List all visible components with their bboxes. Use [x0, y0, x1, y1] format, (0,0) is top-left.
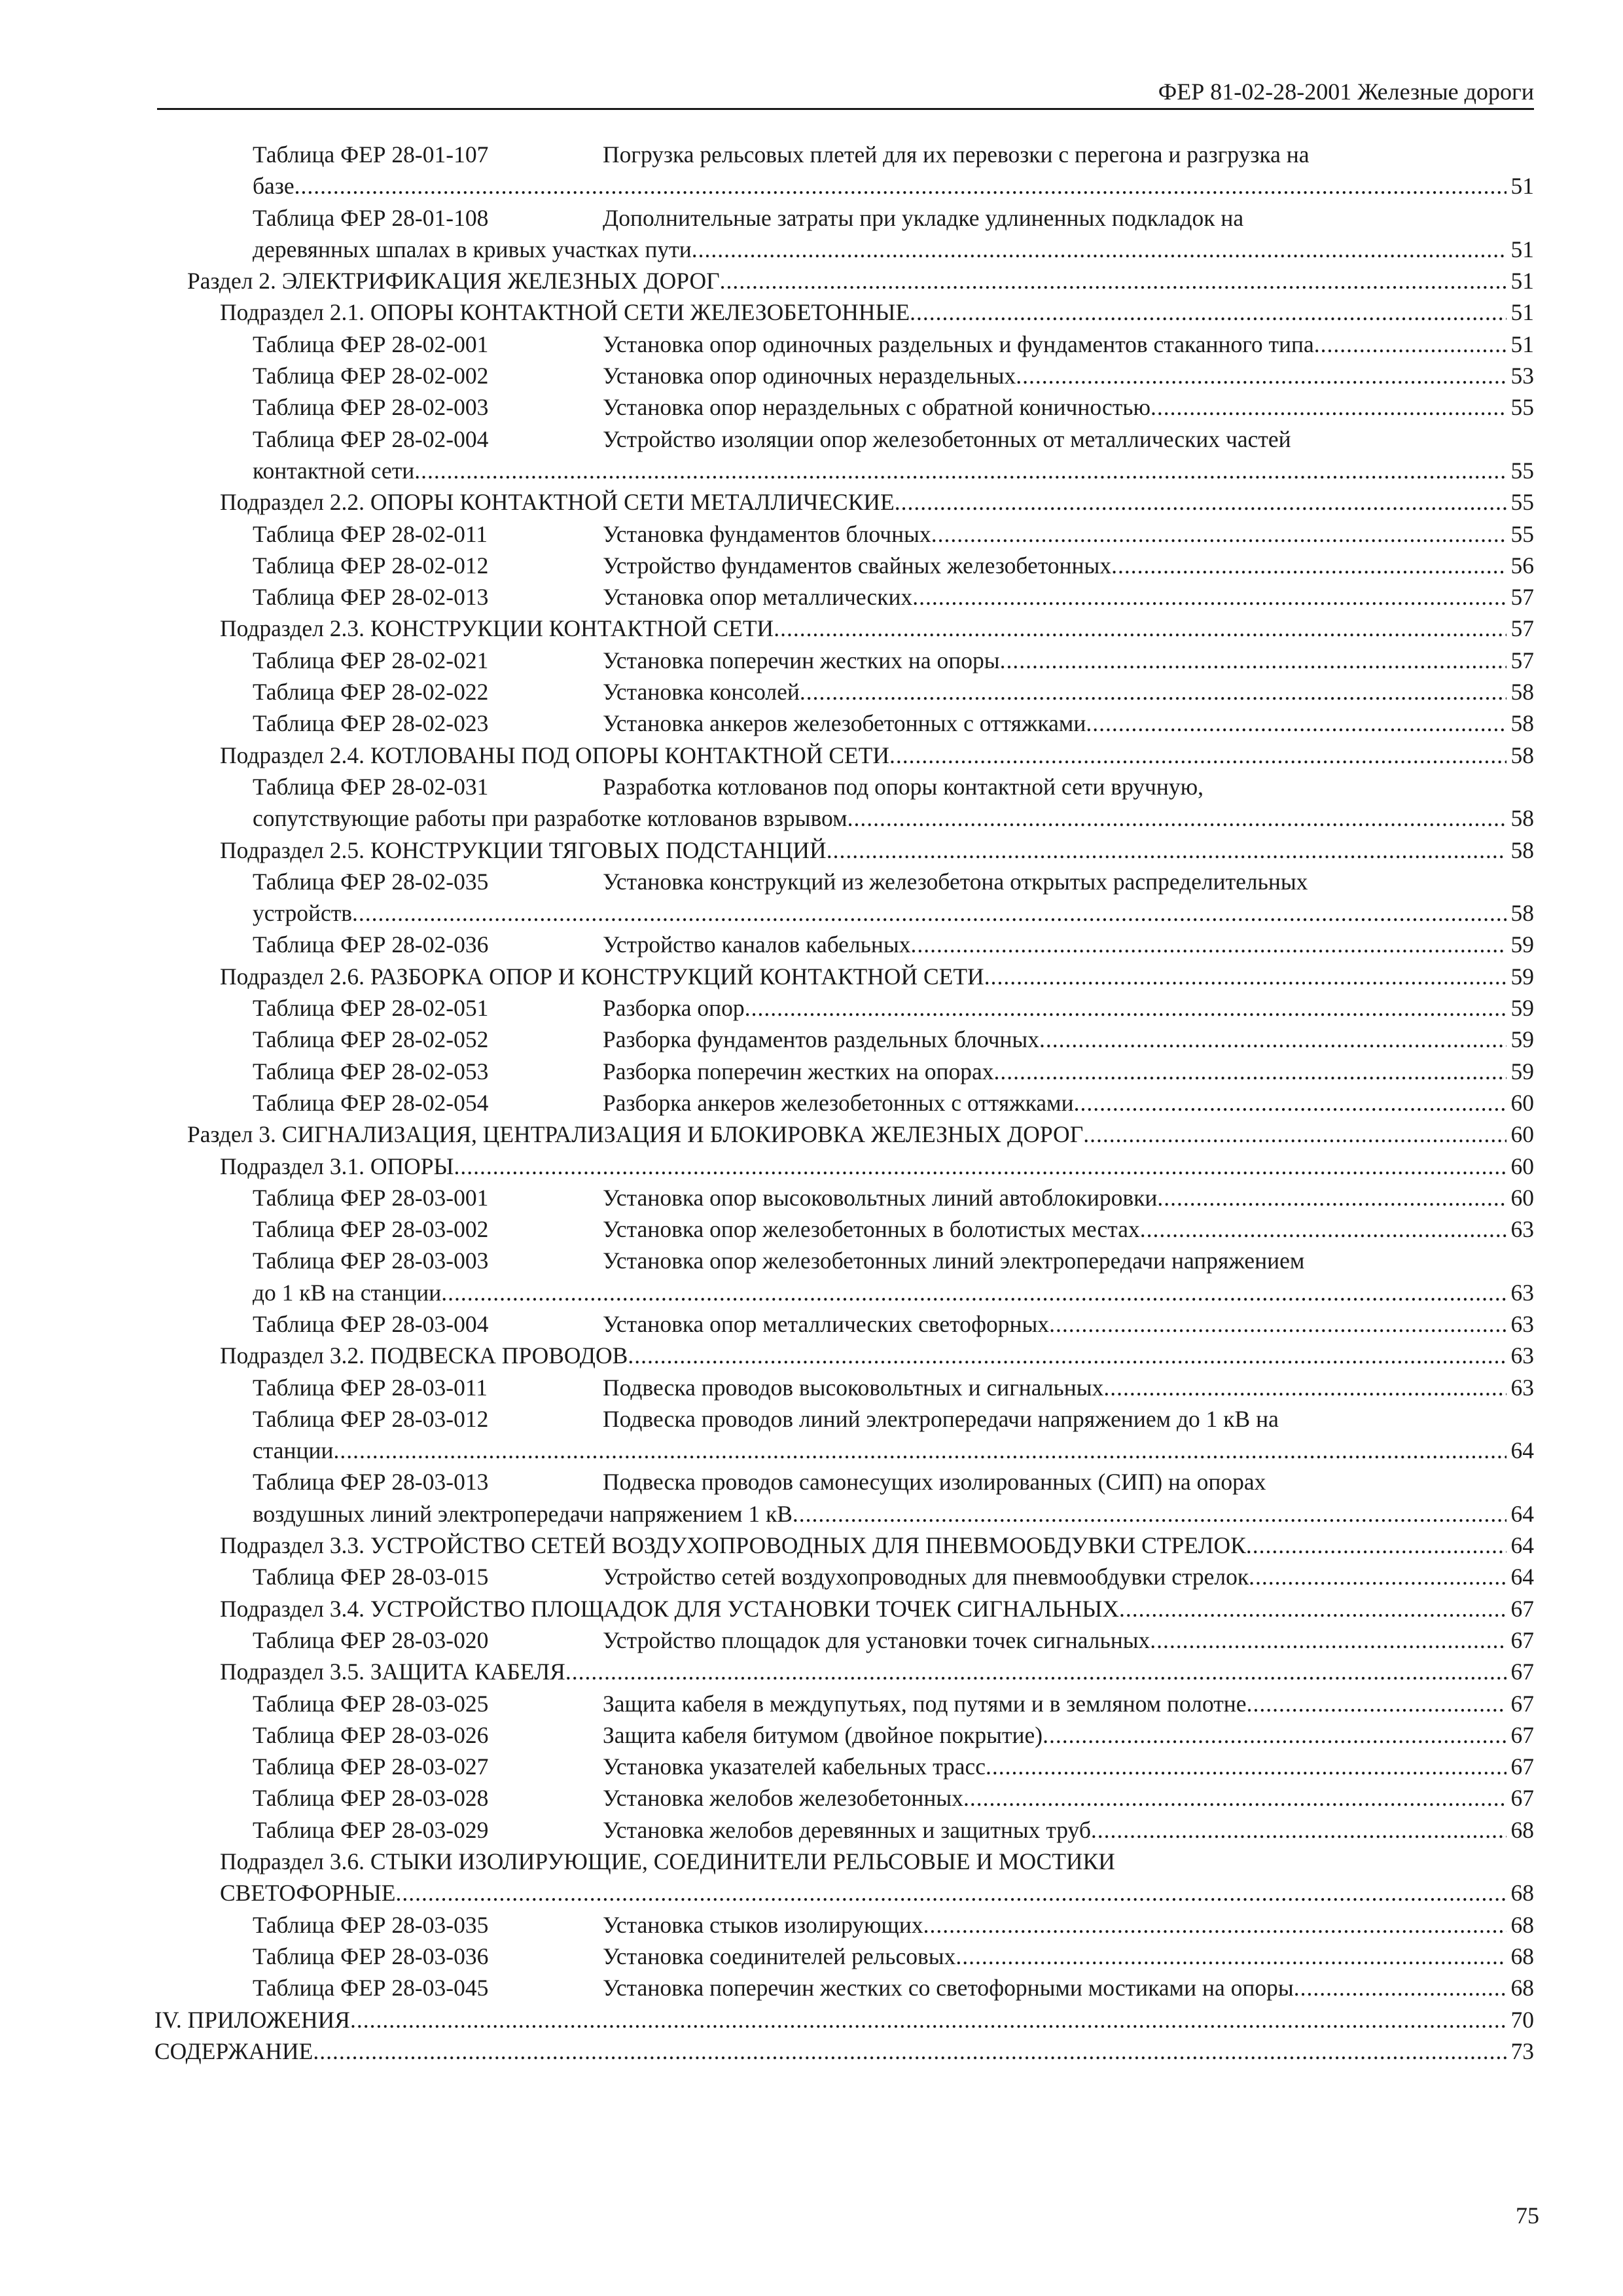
toc-entry-title: Подвеска проводов самонесущих изолированных (СИП) на опорах [603, 1469, 1266, 1496]
toc-entry-title: Установка желобов деревянных и защитных труб [603, 1816, 1091, 1843]
toc-page-number: 58 [1510, 900, 1534, 927]
toc-table-entry[interactable] [154, 1182, 1534, 1213]
toc-dot-leader [352, 897, 1507, 929]
toc-entry-title: Разработка котлованов под опоры контактной сети вручную, [603, 773, 1204, 800]
toc-table-code: Таблица ФЕР 28-03-015 [253, 1564, 489, 1590]
toc-subsection-entry[interactable] [154, 1151, 1534, 1182]
toc-entry-title: Установка стыков изолирующих [603, 1911, 923, 1938]
toc-dot-leader [294, 170, 1507, 202]
toc-table-code: Таблица ФЕР 28-03-036 [253, 1943, 489, 1969]
toc-entry-title: Дополнительные затраты при укладке удлиненных подкладок на [603, 204, 1244, 231]
toc-entry-title: Подвеска проводов высоковольтных и сигнальных [603, 1374, 1104, 1401]
toc-table-entry[interactable] [154, 1372, 1534, 1403]
toc-subsection-entry[interactable] [154, 1498, 1534, 1530]
toc-dot-leader [994, 1056, 1507, 1087]
toc-table-code: Таблица ФЕР 28-02-013 [253, 584, 489, 611]
toc-table-code: Таблица ФЕР 28-03-035 [253, 1911, 489, 1938]
toc-page-number: 53 [1510, 363, 1534, 389]
toc-table-code: Таблица ФЕР 28-02-003 [253, 394, 489, 421]
toc-page-number: 63 [1510, 1279, 1534, 1306]
toc-dot-leader [889, 740, 1507, 771]
toc-table-entry[interactable] [154, 518, 1534, 550]
toc-entry-title: Подраздел 2.3. КОНСТРУКЦИИ КОНТАКТНОЙ СЕТИ [220, 615, 774, 642]
toc-page-number: 63 [1510, 1216, 1534, 1243]
toc-table-code: Таблица ФЕР 28-03-004 [253, 1310, 489, 1337]
toc-entry-title: Установка опор нераздельных с обратной коничностью [603, 394, 1150, 421]
toc-table-code: Таблица ФЕР 28-03-028 [253, 1785, 489, 1812]
toc-subsection-entry[interactable] [154, 1877, 1534, 1909]
toc-dot-leader [441, 1277, 1507, 1308]
toc-dot-leader [1119, 1593, 1507, 1624]
toc-page-number: 63 [1510, 1310, 1534, 1337]
toc-table-code: Таблица ФЕР 28-02-054 [253, 1089, 489, 1116]
toc-table-entry[interactable] [154, 1751, 1534, 1782]
toc-page-number: 64 [1510, 1564, 1534, 1590]
toc-page-number: 51 [1510, 299, 1534, 326]
toc-subsection-entry[interactable] [154, 802, 1534, 834]
table-of-contents [154, 139, 1534, 2067]
toc-table-entry[interactable] [154, 1403, 1534, 1435]
toc-page-number: 59 [1510, 963, 1534, 990]
toc-entry-title: Защита кабеля в междупутьях, под путями и в земляном полотне [603, 1690, 1247, 1717]
toc-table-code: Таблица ФЕР 28-02-051 [253, 995, 489, 1022]
toc-table-entry[interactable] [154, 929, 1534, 960]
toc-page-number: 67 [1510, 1690, 1534, 1717]
toc-entry-title: Установка опор одиночных нераздельных [603, 363, 1016, 389]
toc-dot-leader [395, 1877, 1507, 1909]
toc-dot-leader [720, 265, 1507, 296]
toc-table-code: Таблица ФЕР 28-02-001 [253, 331, 489, 357]
toc-dot-leader [1150, 391, 1507, 423]
toc-entry-title: Подраздел 2.1. ОПОРЫ КОНТАКТНОЙ СЕТИ ЖЕЛЕЗОБЕТОННЫЕ [220, 299, 910, 326]
toc-table-code: Таблица ФЕР 28-02-004 [253, 425, 489, 452]
header-rule [157, 108, 1534, 110]
toc-entry-title: Подраздел 2.6. РАЗБОРКА ОПОР И КОНСТРУКЦИЙ КОНТАКТНОЙ СЕТИ [220, 963, 984, 990]
toc-dot-leader [1086, 708, 1507, 739]
toc-table-entry[interactable] [154, 1941, 1534, 1972]
toc-part-entry[interactable] [154, 2004, 1534, 2036]
toc-dot-leader [1083, 1119, 1507, 1150]
toc-entry-title: Установка опор высоковольтных линий автоблокировки [603, 1184, 1158, 1211]
toc-dot-leader [910, 929, 1507, 960]
toc-entry-title: станции [253, 1437, 334, 1464]
toc-entry-title: сопутствующие работы при разработке котлованов взрывом [253, 805, 847, 832]
toc-table-code: Таблица ФЕР 28-03-013 [253, 1469, 489, 1496]
toc-page-number: 51 [1510, 268, 1534, 295]
toc-entry-title: Защита кабеля битумом (двойное покрытие) [603, 1721, 1043, 1748]
toc-dot-leader [955, 1941, 1507, 1972]
toc-subsection-entry[interactable] [154, 1340, 1534, 1371]
toc-table-entry[interactable] [154, 1308, 1534, 1340]
toc-subsection-entry[interactable] [154, 455, 1534, 486]
toc-table-code: Таблица ФЕР 28-03-002 [253, 1216, 489, 1243]
toc-table-entry[interactable] [154, 202, 1534, 234]
toc-table-code: Таблица ФЕР 28-03-045 [253, 1975, 489, 2001]
toc-dot-leader [350, 2004, 1507, 2036]
toc-table-entry[interactable] [154, 1466, 1534, 1498]
toc-entry-title: Установка опор металлических светофорных [603, 1310, 1050, 1337]
toc-entry-title: деревянных шпалах в кривых участках пути [253, 236, 692, 262]
toc-entry-title: Подраздел 3.4. УСТРОЙСТВО ПЛОЩАДОК ДЛЯ УСТАНОВКИ ТОЧЕК СИГНАЛЬНЫХ [220, 1595, 1119, 1622]
toc-dot-leader [414, 455, 1507, 486]
toc-table-entry[interactable] [154, 1909, 1534, 1941]
toc-dot-leader [1091, 1814, 1507, 1846]
toc-table-entry[interactable] [154, 1024, 1534, 1055]
toc-table-entry[interactable] [154, 992, 1534, 1024]
toc-dot-leader [910, 296, 1507, 328]
toc-table-code: Таблица ФЕР 28-02-035 [253, 868, 489, 895]
toc-entry-title: Разборка анкеров железобетонных с оттяжками [603, 1089, 1074, 1116]
toc-dot-leader [1246, 1530, 1507, 1561]
toc-dot-leader [1074, 1087, 1507, 1119]
toc-entry-title: Подраздел 2.2. ОПОРЫ КОНТАКТНОЙ СЕТИ МЕТАЛЛИЧЕСКИЕ [220, 489, 895, 516]
toc-table-code: Таблица ФЕР 28-02-053 [253, 1058, 489, 1085]
toc-subsection-entry[interactable] [154, 296, 1534, 328]
toc-table-entry[interactable] [154, 676, 1534, 708]
toc-dot-leader [333, 1435, 1507, 1466]
toc-dot-leader [1049, 1308, 1507, 1340]
toc-entry-title: Раздел 2. ЭЛЕКТРИФИКАЦИЯ ЖЕЛЕЗНЫХ ДОРОГ [187, 268, 720, 295]
toc-entry-title: Установка поперечин жестких со светофорными мостиками на опоры [603, 1975, 1294, 2001]
toc-dot-leader [793, 1498, 1507, 1530]
toc-dot-leader [1043, 1719, 1507, 1751]
toc-entry-title: Установка указателей кабельных трасс [603, 1753, 986, 1780]
toc-table-code: Таблица ФЕР 28-03-029 [253, 1816, 489, 1843]
toc-page-number: 51 [1510, 331, 1534, 357]
toc-dot-leader [923, 1909, 1507, 1941]
toc-dot-leader [1140, 1213, 1507, 1245]
toc-subsection-entry[interactable] [154, 961, 1534, 992]
toc-entry-title: Разборка фундаментов раздельных блочных [603, 1026, 1040, 1053]
toc-dot-leader [800, 676, 1507, 708]
toc-page-number: 70 [1510, 2006, 1534, 2033]
toc-table-entry[interactable] [154, 1782, 1534, 1814]
toc-dot-leader [1111, 550, 1507, 581]
toc-page-number: 68 [1510, 1880, 1534, 1907]
toc-page-number: 64 [1510, 1437, 1534, 1464]
toc-subsection-entry[interactable] [154, 1435, 1534, 1466]
toc-page-number: 55 [1510, 457, 1534, 484]
toc-table-entry[interactable] [154, 550, 1534, 581]
toc-subsection-entry[interactable] [154, 613, 1534, 644]
toc-table-code: Таблица ФЕР 28-02-036 [253, 931, 489, 958]
toc-page-number: 55 [1510, 489, 1534, 516]
toc-table-entry[interactable] [154, 771, 1534, 802]
toc-page-number: 57 [1510, 584, 1534, 611]
toc-page-number: 64 [1510, 1532, 1534, 1559]
toc-dot-leader [1103, 1372, 1507, 1403]
toc-dot-leader [1157, 1182, 1507, 1213]
toc-table-code: Таблица ФЕР 28-02-022 [253, 679, 489, 706]
toc-entry-title: Установка опор железобетонных в болотистых местах [603, 1216, 1140, 1243]
toc-subsection-entry[interactable] [154, 1530, 1534, 1561]
toc-subsection-entry[interactable] [154, 834, 1534, 866]
toc-page-number: 59 [1510, 1026, 1534, 1053]
toc-table-entry[interactable] [154, 391, 1534, 423]
toc-table-entry[interactable] [154, 1688, 1534, 1719]
toc-entry-title: Устройство фундаментов свайных железобетонных [603, 552, 1112, 579]
toc-page-number: 67 [1510, 1785, 1534, 1812]
toc-page-number: 55 [1510, 520, 1534, 547]
toc-subsection-entry[interactable] [154, 486, 1534, 518]
toc-table-code: Таблица ФЕР 28-02-052 [253, 1026, 489, 1053]
toc-page-number: 60 [1510, 1121, 1534, 1148]
toc-table-code: Таблица ФЕР 28-02-031 [253, 773, 489, 800]
toc-table-code: Таблица ФЕР 28-03-020 [253, 1626, 489, 1653]
toc-subsection-entry[interactable] [154, 234, 1534, 265]
toc-dot-leader [628, 1340, 1507, 1371]
toc-dot-leader [931, 518, 1507, 550]
toc-entry-title: Разборка опор [603, 995, 745, 1022]
toc-subsection-entry[interactable] [154, 740, 1534, 771]
toc-entry-title: воздушных линий электропередачи напряжением 1 кВ [253, 1500, 793, 1527]
toc-table-entry[interactable] [154, 423, 1534, 455]
toc-table-entry[interactable] [154, 708, 1534, 739]
toc-table-entry[interactable] [154, 360, 1534, 391]
toc-page-number: 67 [1510, 1626, 1534, 1653]
toc-entry-title: Установка фундаментов блочных [603, 520, 931, 547]
toc-entry-title: Подвеска проводов линий электропередачи напряжением до 1 кВ на [603, 1405, 1279, 1432]
toc-dot-leader [454, 1151, 1507, 1182]
toc-entry-title: СОДЕРЖАНИЕ [154, 2037, 313, 2064]
toc-dot-leader [847, 802, 1507, 834]
toc-table-entry[interactable] [154, 139, 1534, 170]
toc-page-number: 67 [1510, 1595, 1534, 1622]
toc-entry-title: Устройство каналов кабельных [603, 931, 911, 958]
toc-dot-leader [313, 2036, 1507, 2067]
toc-entry-title: Устройство изоляции опор железобетонных от металлических частей [603, 425, 1291, 452]
toc-table-entry[interactable] [154, 866, 1534, 897]
toc-page-number: 68 [1510, 1943, 1534, 1969]
toc-entry-title: Разборка поперечин жестких на опорах [603, 1058, 994, 1085]
toc-part-entry[interactable] [154, 2036, 1534, 2067]
toc-page-number: 58 [1510, 805, 1534, 832]
toc-subsection-entry[interactable] [154, 1656, 1534, 1687]
toc-entry-title: Подраздел 3.1. ОПОРЫ [220, 1153, 454, 1179]
toc-page-number: 73 [1510, 2037, 1534, 2064]
toc-table-code: Таблица ФЕР 28-02-023 [253, 710, 489, 737]
toc-table-entry[interactable] [154, 1056, 1534, 1087]
toc-page-number: 67 [1510, 1721, 1534, 1748]
toc-page-number: 56 [1510, 552, 1534, 579]
toc-dot-leader [1249, 1561, 1507, 1592]
toc-entry-title: до 1 кВ на станции [253, 1279, 442, 1306]
toc-table-entry[interactable] [154, 1561, 1534, 1592]
toc-entry-title: СВЕТОФОРНЫЕ [220, 1880, 396, 1907]
toc-dot-leader [1016, 360, 1507, 391]
toc-table-code: Таблица ФЕР 28-02-021 [253, 647, 489, 673]
toc-page-number: 55 [1510, 394, 1534, 421]
toc-page-number: 63 [1510, 1374, 1534, 1401]
toc-table-entry[interactable] [154, 1972, 1534, 2003]
toc-table-entry[interactable] [154, 645, 1534, 676]
toc-table-entry[interactable] [154, 1245, 1534, 1276]
toc-table-entry[interactable] [154, 581, 1534, 613]
running-header-title: ФЕР 81-02-28-2001 Железные дороги [1158, 79, 1534, 105]
toc-entry-title: Установка анкеров железобетонных с оттяжками [603, 710, 1086, 737]
toc-page-number: 68 [1510, 1975, 1534, 2001]
toc-page-number: 58 [1510, 710, 1534, 737]
toc-entry-title: Подраздел 3.6. СТЫКИ ИЗОЛИРУЮЩИЕ, СОЕДИНИТЕЛИ РЕЛЬСОВЫЕ И МОСТИКИ [220, 1848, 1115, 1875]
toc-page-number: 58 [1510, 836, 1534, 863]
toc-page-number: 58 [1510, 679, 1534, 706]
toc-table-code: Таблица ФЕР 28-03-025 [253, 1690, 489, 1717]
toc-dot-leader [895, 486, 1507, 518]
toc-dot-leader [1314, 329, 1507, 360]
toc-table-entry[interactable] [154, 1087, 1534, 1119]
toc-page-number: 57 [1510, 615, 1534, 642]
toc-table-code: Таблица ФЕР 28-03-003 [253, 1247, 489, 1274]
toc-subsection-entry[interactable] [154, 1593, 1534, 1624]
toc-table-code: Таблица ФЕР 28-02-002 [253, 363, 489, 389]
toc-table-entry[interactable] [154, 1624, 1534, 1656]
toc-entry-title: Погрузка рельсовых плетей для их перевозки с перегона и разгрузка на [603, 141, 1310, 168]
toc-dot-leader [565, 1656, 1507, 1687]
toc-table-code: Таблица ФЕР 28-02-011 [253, 520, 488, 547]
toc-entry-title: Раздел 3. СИГНАЛИЗАЦИЯ, ЦЕНТРАЛИЗАЦИЯ И БЛОКИРОВКА ЖЕЛЕЗНЫХ ДОРОГ [187, 1121, 1084, 1148]
toc-dot-leader [984, 961, 1507, 992]
toc-page-number: 59 [1510, 995, 1534, 1022]
toc-dot-leader [1294, 1972, 1507, 2003]
toc-dot-leader [1039, 1024, 1507, 1055]
toc-page-number: 68 [1510, 1816, 1534, 1843]
toc-subsection-entry[interactable] [154, 1846, 1534, 1877]
toc-entry-title: Установка консолей [603, 679, 800, 706]
toc-page-number: 63 [1510, 1342, 1534, 1369]
toc-section-entry[interactable] [154, 1119, 1534, 1150]
toc-page-number: 59 [1510, 1058, 1534, 1085]
toc-entry-title: Установка поперечин жестких на опоры [603, 647, 1000, 673]
toc-entry-title: Подраздел 3.2. ПОДВЕСКА ПРОВОДОВ [220, 1342, 628, 1369]
toc-table-code: Таблица ФЕР 28-03-001 [253, 1184, 489, 1211]
toc-dot-leader [1247, 1688, 1507, 1719]
toc-entry-title: Установка желобов железобетонных [603, 1785, 963, 1812]
toc-table-entry[interactable] [154, 329, 1534, 360]
toc-dot-leader [963, 1782, 1507, 1814]
toc-entry-title: контактной сети [253, 457, 415, 484]
toc-page-number: 60 [1510, 1153, 1534, 1179]
toc-table-entry[interactable] [154, 1814, 1534, 1846]
toc-entry-title: Подраздел 2.4. КОТЛОВАНЫ ПОД ОПОРЫ КОНТАКТНОЙ СЕТИ [220, 742, 889, 768]
toc-page-number: 60 [1510, 1184, 1534, 1211]
toc-entry-title: Установка опор металлических [603, 584, 913, 611]
toc-entry-title: устройств [253, 900, 352, 927]
toc-entry-title: Установка конструкций из железобетона открытых распределительных [603, 868, 1308, 895]
toc-dot-leader [1000, 645, 1507, 676]
toc-entry-title: Установка опор железобетонных линий электропередачи напряжением [603, 1247, 1305, 1274]
toc-page-number: 60 [1510, 1089, 1534, 1116]
page-number: 75 [1516, 2202, 1539, 2229]
toc-table-entry[interactable] [154, 1213, 1534, 1245]
toc-page-number: 59 [1510, 931, 1534, 958]
toc-entry-title: Устройство площадок для установки точек сигнальных [603, 1626, 1150, 1653]
toc-entry-title: Установка соединителей рельсовых [603, 1943, 956, 1969]
toc-page-number: 51 [1510, 173, 1534, 200]
toc-table-code: Таблица ФЕР 28-02-012 [253, 552, 489, 579]
toc-table-code: Таблица ФЕР 28-03-011 [253, 1374, 488, 1401]
toc-entry-title: Подраздел 2.5. КОНСТРУКЦИИ ТЯГОВЫХ ПОДСТАНЦИЙ [220, 836, 827, 863]
toc-entry-title: IV. ПРИЛОЖЕНИЯ [154, 2006, 350, 2033]
toc-table-code: Таблица ФЕР 28-03-012 [253, 1405, 489, 1432]
toc-table-entry[interactable] [154, 1719, 1534, 1751]
toc-entry-title: Подраздел 3.5. ЗАЩИТА КАБЕЛЯ [220, 1659, 565, 1685]
toc-subsection-entry[interactable] [154, 897, 1534, 929]
toc-table-code: Таблица ФЕР 28-03-027 [253, 1753, 489, 1780]
toc-dot-leader [986, 1751, 1507, 1782]
toc-page-number: 68 [1510, 1911, 1534, 1938]
toc-subsection-entry[interactable] [154, 1277, 1534, 1308]
toc-page-number: 58 [1510, 742, 1534, 768]
toc-page-number: 67 [1510, 1753, 1534, 1780]
toc-entry-title: базе [253, 173, 294, 200]
toc-entry-title: Устройство сетей воздухопроводных для пневмообдувки стрелок [603, 1564, 1249, 1590]
toc-dot-leader [774, 613, 1507, 644]
toc-section-entry[interactable] [154, 265, 1534, 296]
toc-table-code: Таблица ФЕР 28-03-026 [253, 1721, 489, 1748]
toc-page-number: 51 [1510, 236, 1534, 262]
toc-table-code: Таблица ФЕР 28-01-108 [253, 204, 489, 231]
toc-page-number: 64 [1510, 1500, 1534, 1527]
toc-dot-leader [692, 234, 1507, 265]
toc-dot-leader [827, 834, 1507, 866]
toc-subsection-entry[interactable] [154, 170, 1534, 202]
toc-entry-title: Установка опор одиночных раздельных и фундаментов стаканного типа [603, 331, 1314, 357]
toc-dot-leader [745, 992, 1507, 1024]
toc-page-number: 57 [1510, 647, 1534, 673]
toc-entry-title: Подраздел 3.3. УСТРОЙСТВО СЕТЕЙ ВОЗДУХОПРОВОДНЫХ ДЛЯ ПНЕВМООБДУВКИ СТРЕЛОК [220, 1532, 1246, 1559]
toc-table-code: Таблица ФЕР 28-01-107 [253, 141, 489, 168]
toc-dot-leader [1150, 1624, 1507, 1656]
toc-dot-leader [912, 581, 1507, 613]
toc-page-number: 67 [1510, 1659, 1534, 1685]
